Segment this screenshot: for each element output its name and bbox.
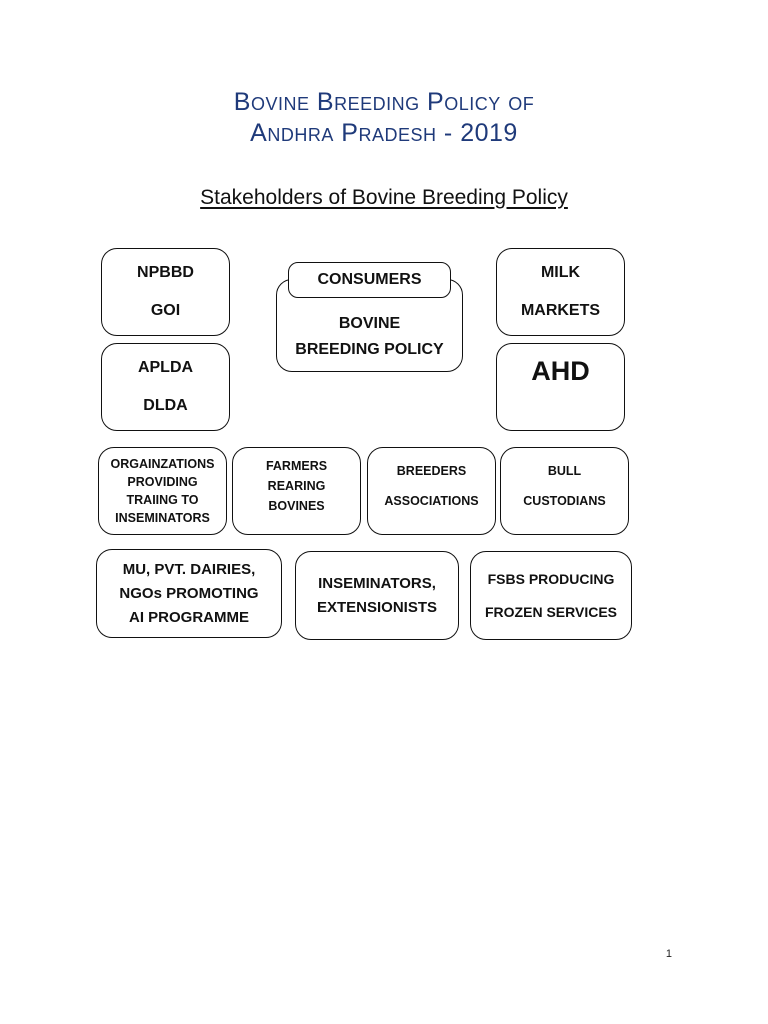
orgs-label-line-3: TRAIING TO <box>126 493 199 507</box>
ahd-box <box>496 343 625 431</box>
policy-label-line-2: BREEDING POLICY <box>295 341 444 358</box>
farmers-label-line-1: FARMERS <box>265 459 328 473</box>
consumers-box <box>288 262 451 298</box>
policy-label-line-1: BOVINE <box>338 315 401 332</box>
page-number: 1 <box>665 948 672 960</box>
bull-label: BULL <box>547 464 582 478</box>
custodians-label: CUSTODIANS <box>523 494 606 508</box>
breeders-associations-box <box>367 447 496 535</box>
consumers-label: CONSUMERS <box>317 271 422 288</box>
training-organizations-box <box>98 447 227 535</box>
ahd-label: AHD <box>531 356 590 386</box>
farmers-box <box>232 447 361 535</box>
extensionists-label: EXTENSIONISTS <box>316 598 438 616</box>
npbbd-label: NPBBD <box>137 264 194 281</box>
fsbs-producing-box <box>470 551 632 640</box>
mu-label-line-3: AI PROGRAMME <box>129 608 249 626</box>
markets-label: MARKETS <box>520 302 601 319</box>
milk-markets-box <box>496 248 625 336</box>
goi-label: GOI <box>150 302 181 319</box>
mu-dairies-ngos-box <box>96 549 282 638</box>
document-title-line-1: Bovine Breeding Policy of <box>233 88 535 116</box>
dlda-label: DLDA <box>143 397 188 414</box>
fsbs-label-line-2: FROZEN SERVICES <box>485 603 617 620</box>
farmers-label-line-2: REARING <box>267 479 326 493</box>
orgs-label-line-1: ORGAINZATIONS <box>110 457 215 471</box>
orgs-label-line-2: PROVIDING <box>127 475 198 489</box>
breeders-label: BREEDERS <box>396 464 467 478</box>
farmers-label-line-3: BOVINES <box>268 499 325 513</box>
npbbd-goi-box <box>101 248 230 336</box>
bull-custodians-box <box>500 447 629 535</box>
milk-label: MILK <box>540 264 581 281</box>
aplda-dlda-box <box>101 343 230 431</box>
inseminators-label: INSEMINATORS, <box>318 574 436 592</box>
mu-label-line-2: NGOs PROMOTING <box>119 584 259 602</box>
inseminators-extensionists-box <box>295 551 459 640</box>
document-title-line-2: Andhra Pradesh - 2019 <box>250 119 518 147</box>
fsbs-label-line-1: FSBS PRODUCING <box>487 570 615 587</box>
aplda-label: APLDA <box>137 359 194 376</box>
orgs-label-line-4: INSEMINATORS <box>115 511 210 525</box>
diagram-subtitle: Stakeholders of Bovine Breeding Policy <box>200 186 568 209</box>
mu-label-line-1: MU, PVT. DAIRIES, <box>122 560 256 578</box>
associations-label: ASSOCIATIONS <box>384 494 479 508</box>
